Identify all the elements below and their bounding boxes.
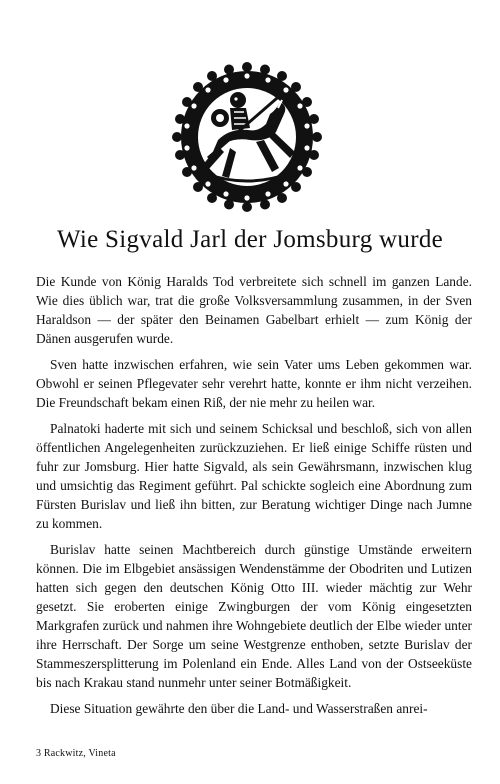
rider-on-horse-medallion-icon (172, 62, 322, 212)
chapter-title: Wie Sigvald Jarl der Jomsburg wurde (56, 226, 444, 253)
paragraph: Die Kunde von König Haralds Tod verbreitete sich schnell im ganzen Lande. Wie dies üblich war, trat die große Volksversammlung zusammen, in der Sven Haraldson — der später den Beinamen Gabelbart erhielt — zum König der Dänen ausgerufen wurde. (36, 274, 472, 346)
body-text (36, 272, 472, 725)
paragraph: Diese Situation gewährte den über die Land- und Wasserstraßen anrei- (50, 701, 428, 716)
paragraph: Sven hatte inzwischen erfahren, wie sein Vater ums Leben gekommen war. Obwohl er seinen Pflegevater sehr verehrt hatte, konnte er ihm nicht verzeihen. Die Freundschaft bekam einen Riß, der nie mehr zu heilen war. (36, 357, 472, 410)
paragraph: Palnatoki haderte mit sich und seinem Schicksal und beschloß, sich von allen öffentlichen Angelegenheiten zurückzuziehen. Er ließ einige Schiffe rüsten und fuhr zur Jomsburg. Hier hatte Sigvald, als sein Gewährsmann, inzwischen klug und umsichtig das Regiment geführt. Pal schickte sogleich eine Abordnung zum Fürsten Burislav und ließ ihn bitten, zur Beratung wichtiger Dinge nach Jumne zu kommen. (36, 421, 472, 531)
page-footer: 3 Rackwitz, Vineta (36, 748, 116, 759)
paragraph: Burislav hatte seinen Machtbereich durch günstige Umstände erweitern können. Die im Elbgebiet ansässigen Wendenstämme der Obodriten und Lutizen hatten sich gegen den deutschen König Otto III. wieder mächtig zur Wehr gesetzt. Sie eroberten einige Zwingburgen der vom König eingesetzten Markgrafen zurück und nahmen ihre Wohngebiete deutlich der Elbe wieder unter ihre Herrschaft. Der Sorge um seine Westgrenze enthoben, setzte Burislav der Stammeszersplitterung im Polenland ein Ende. Alles Land von der Ostseeküste bis nach Krakau stand nunmehr unter seiner Botmäßigkeit. (36, 542, 472, 690)
